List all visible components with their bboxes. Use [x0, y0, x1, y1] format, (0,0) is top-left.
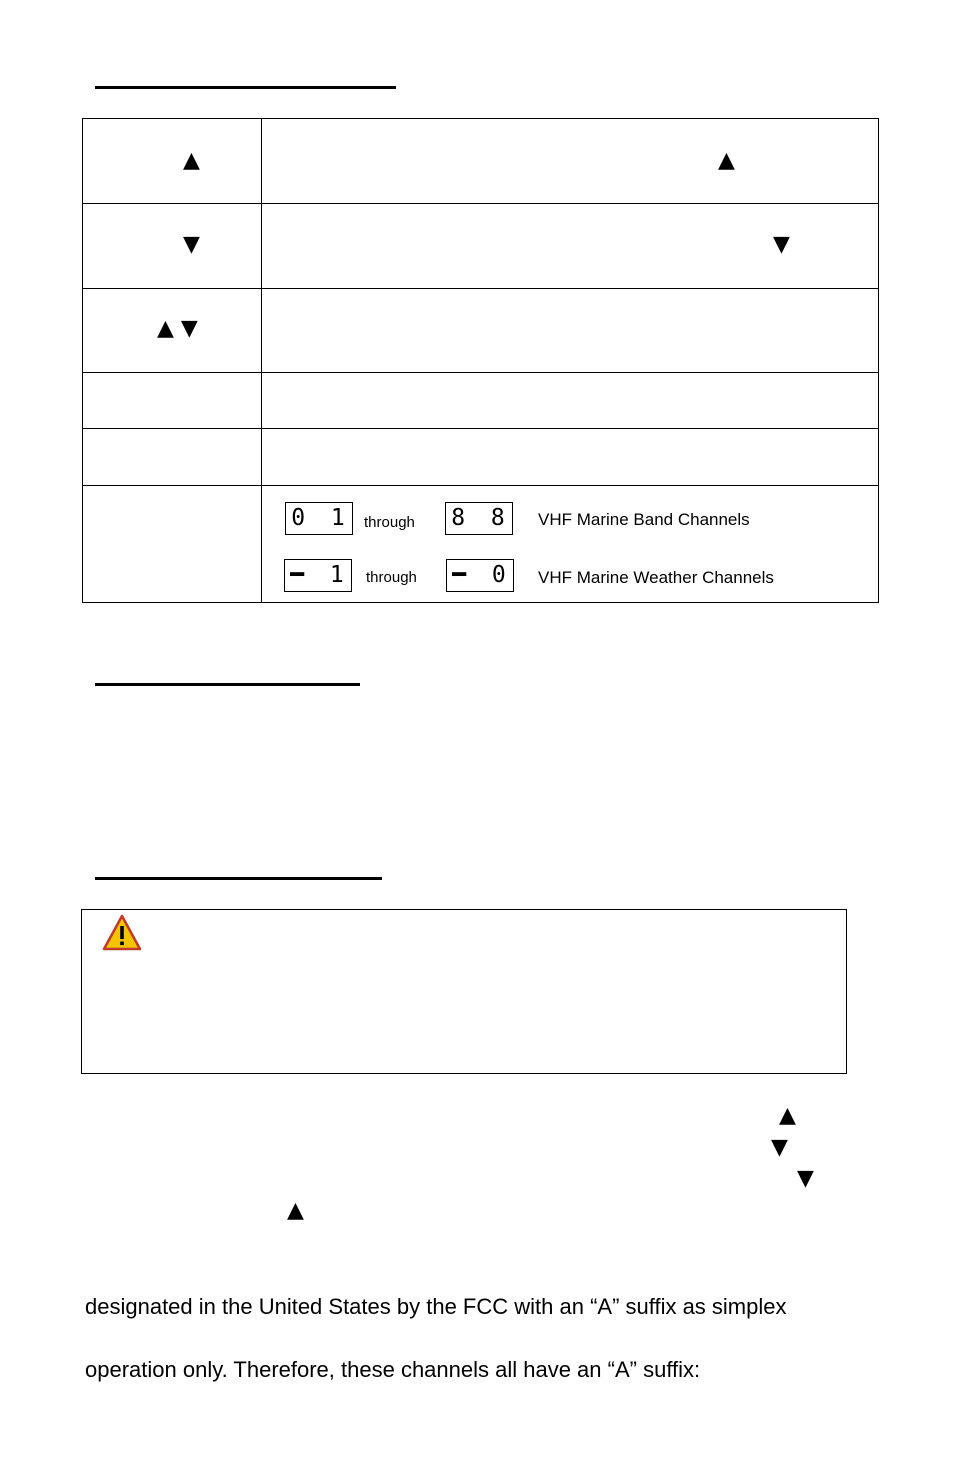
table-row-divider: [83, 485, 878, 486]
down-arrow-icon: ▼: [773, 232, 790, 257]
paragraph-line: designated in the United States by the FCC with an “A” suffix as simplex: [85, 1294, 787, 1319]
lcd-channel-start: ━ 1: [284, 559, 352, 592]
lcd-channel-end: 8 8: [445, 502, 513, 535]
down-arrow-icon: ▼: [797, 1166, 814, 1191]
channel-range-label: VHF Marine Weather Channels: [538, 568, 774, 587]
lcd-channel-end: ━ 0: [446, 559, 514, 592]
through-label: through: [366, 569, 417, 586]
warning-box: [81, 909, 847, 1074]
down-arrow-icon: ▼: [183, 232, 200, 257]
table-row-divider: [83, 372, 878, 373]
table-row-divider: [83, 288, 878, 289]
lcd-channel-start: 0 1: [285, 502, 353, 535]
up-down-arrow-icon: ▲ ▼: [157, 316, 198, 341]
section-heading-underline-1: [95, 86, 396, 89]
paragraph-line: operation only. Therefore, these channels all have an “A” suffix:: [85, 1357, 701, 1382]
through-label: through: [364, 514, 415, 531]
up-arrow-icon: ▲: [287, 1198, 304, 1223]
table-column-divider: [261, 119, 262, 602]
warning-icon: [102, 914, 142, 952]
up-arrow-icon: ▲: [779, 1103, 796, 1128]
channel-range-label: VHF Marine Band Channels: [538, 510, 750, 529]
up-arrow-icon: ▲: [718, 148, 735, 173]
table-row-divider: [83, 428, 878, 429]
section-heading-underline-2: [95, 683, 360, 686]
down-arrow-icon: ▼: [771, 1135, 788, 1160]
key-function-table: [82, 118, 879, 603]
section-heading-underline-3: [95, 877, 382, 880]
table-row-divider: [83, 203, 878, 204]
up-arrow-icon: ▲: [183, 148, 200, 173]
